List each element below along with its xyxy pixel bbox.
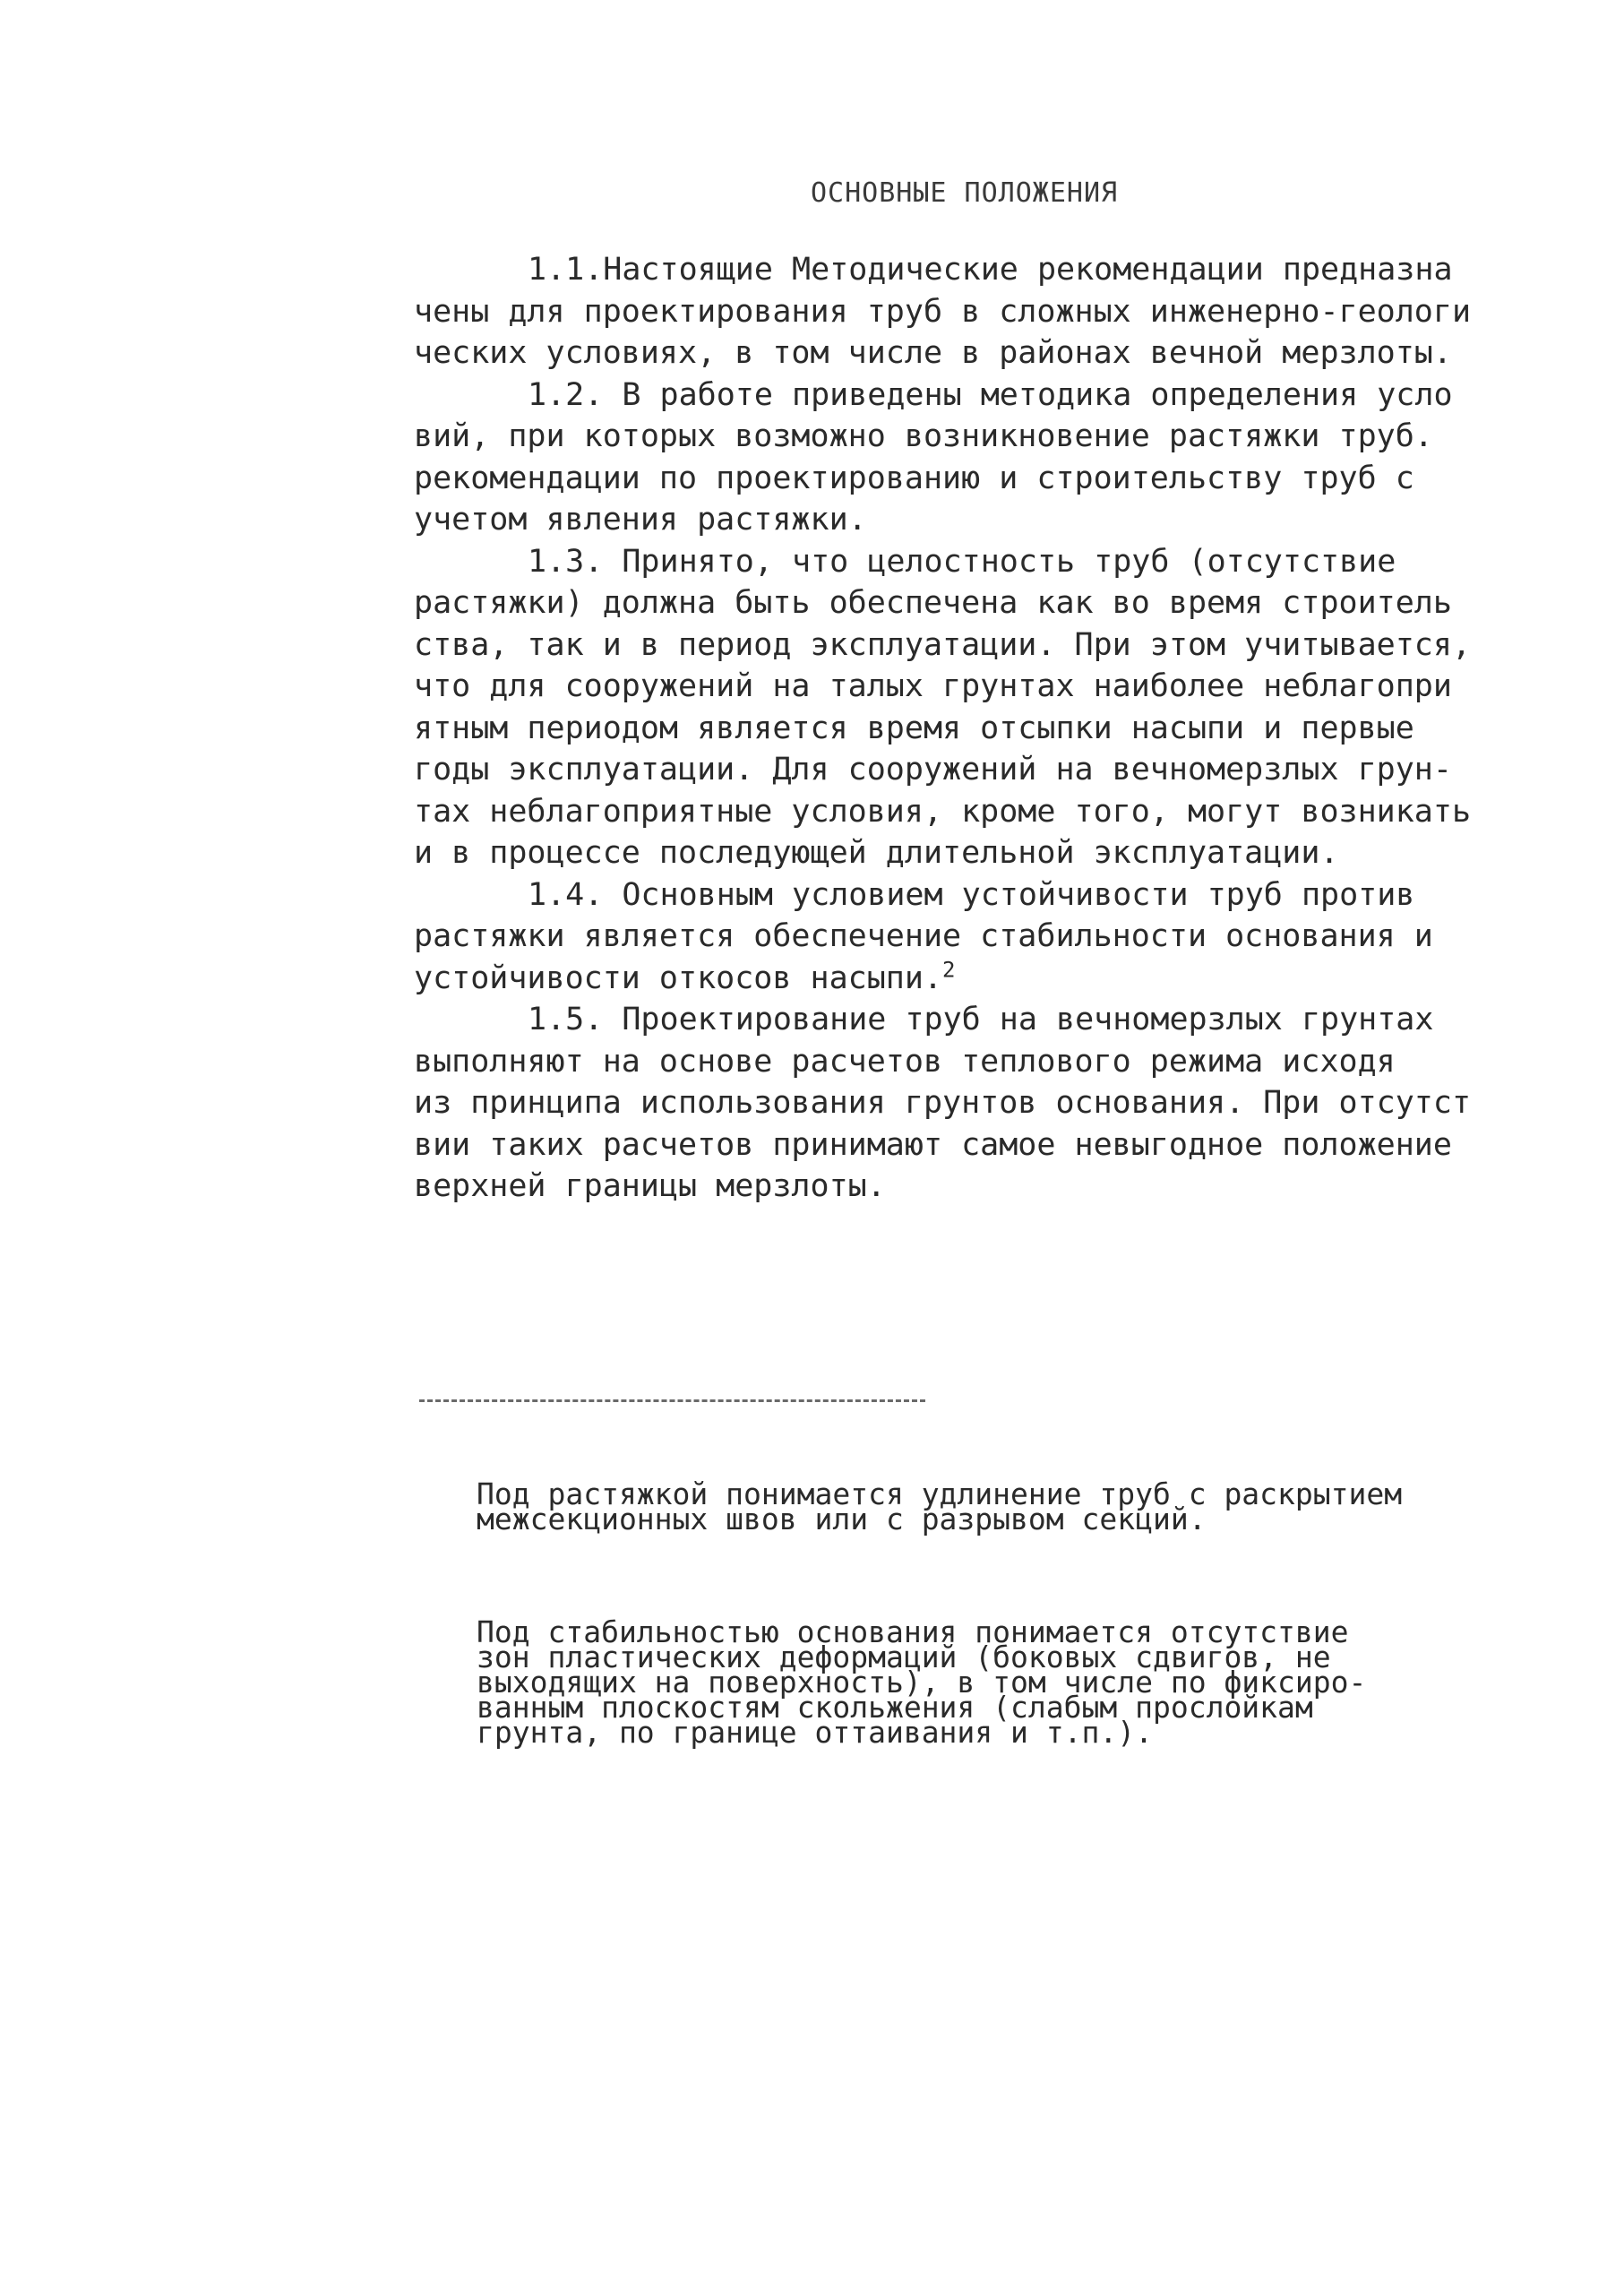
paragraph-3-line-5: ятным периодом является время отсыпки насыпи и первые [414,710,1414,746]
paragraph-1-line-3: ческих условиях, в том числе в районах вечной мерзлоты. [414,335,1452,371]
paragraph-3-line-1: 1.3. Принято, что целостность труб (отсутствие [528,543,1396,580]
paragraph-4-line-2: растяжки является обеспечение стабильности основания и [414,918,1433,954]
paragraph-2-line-4: учетом явления растяжки. [414,502,867,538]
paragraph-5-line-2: выполняют на основе расчетов теплового режима исходя [414,1043,1396,1080]
paragraph-4-line-1: 1.4. Основным условием устойчивости труб против [528,876,1415,913]
paragraph-3-line-3: ства, так и в период эксплуатации. При этом учитывается, [414,626,1472,663]
footnote-1-line-2: межсекционных швов или с разрывом секций. [477,1502,1207,1536]
footnote-2-line-5: грунта, по границе оттаивания и т.п.). [477,1715,1153,1750]
footnote-reference: 2 [942,956,956,982]
footnote-2-line-3: выходящих на поверхность), в том числе по фиксиро- [477,1665,1367,1700]
footnote-2-line-2: зон пластических деформаций (боковых сдвигов, не [477,1640,1331,1674]
paragraph-5-line-5: верхней границы мерзлоты. [414,1168,886,1204]
paragraph-1-line-2: чены для проектирования труб в сложных инженерно-геологи [414,293,1472,330]
footnote-2 [477,1614,1507,1750]
paragraph-3-line-8: и в процессе последующей длительной эксплуатации. [414,835,1339,871]
paragraph-2-line-3: рекомендации по проектированию и строительству труб с [414,460,1414,496]
section-heading: ОСНОВНЫЕ ПОЛОЖЕНИЯ [811,177,1119,209]
paragraph-2-line-2: вий, при которых возможно возникновение растяжки труб. [414,418,1433,454]
paragraph-3-line-6: годы эксплуатации. Для сооружений на вечномерзлых грун- [414,752,1452,788]
paragraph-3-line-7: тах неблагоприятные условия, кроме того, могут возникать [414,793,1472,830]
footnote-separator [419,1399,925,1402]
footnote-1 [477,1476,1507,1536]
paragraph-5-line-4: вии таких расчетов принимают самое невыгодное положение [414,1126,1452,1163]
paragraph-4-line-3 [414,958,1507,1000]
main-text [414,249,1507,1208]
paragraph-4-line-3-text: устойчивости откосов насыпи. [414,960,943,996]
paragraph-5-line-1: 1.5. Проектирование труб на вечномерзлых грунтах [528,1002,1434,1037]
paragraph-5-line-3: из принципа использования грунтов основания. При отсутст [414,1085,1472,1121]
paragraph-1-line-1: 1.1.Настоящие Методические рекомендации предназна [528,252,1453,288]
paragraph-2-line-1: 1.2. В работе приведены методика определения усло [528,376,1453,413]
footnote-1-line-1: Под растяжкой понимается удлинение труб с раскрытием [477,1476,1403,1511]
paragraph-3-line-2: растяжки) должна быть обеспечена как во время строитель [414,585,1452,621]
footnote-2-line-1: Под стабильностью основания понимается отсутствие [477,1614,1349,1649]
paragraph-3-line-4: что для сооружений на талых грунтах наиболее неблагопри [414,668,1452,704]
footnote-2-line-4: ванным плоскостям скольжения (слабым прослойкам [477,1690,1313,1725]
